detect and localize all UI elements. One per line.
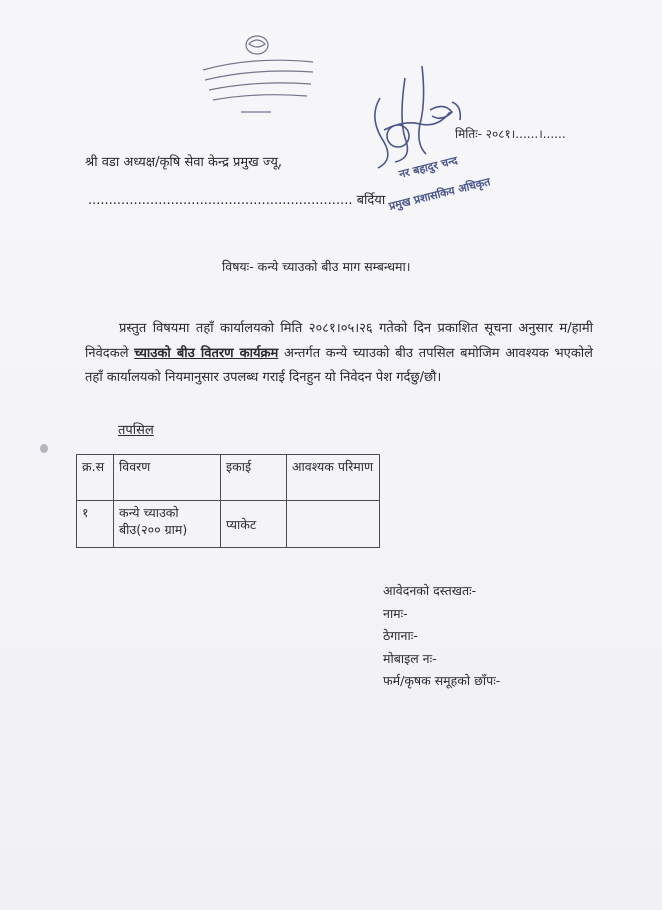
table-cell: कन्ये च्याउको बीउ(२०० ग्राम) [114,501,221,548]
recipient-line-2: ................................................................ बर्दिया [88,193,386,208]
office-seal [195,30,320,125]
recipient-line-1: श्री वडा अध्यक्ष/कृषि सेवा केन्द्र प्रमुख ज्यू, [85,155,283,170]
table-cell: १ [77,501,114,548]
signature-name: नर बहादुर चन्द [397,153,459,181]
table-header-row [77,455,380,501]
ink-smudge [40,444,48,453]
applicant-block [383,580,500,693]
applicant-signature-label: आवेदनको दस्तखतः- [383,583,477,598]
body-underlined-program: च्याउको बीउ वितरण कार्यक्रम [134,345,279,361]
subject-line: विषयः- कन्ये च्याउको बीउ माग सम्बन्धमा। [222,259,411,274]
applicant-address-label: ठेगानाः- [383,628,418,643]
table-header: आवश्यक परिमाण [287,455,380,501]
table-row [77,501,380,548]
body-part-1: प्रस्तुत विषयमा तहाँ कार्यालयको मिति २०८१।०५।२६ गतेको दिन प्रकाशित सूचना अनुसार म/हामी निवेदकले [85,321,593,361]
table-cell [287,501,380,548]
table-header: क्र.स [77,455,114,501]
table-header: इकाई [221,455,287,501]
tapsil-heading: तपसिल [118,423,154,438]
applicant-name-label: नामः- [383,605,408,621]
table-header: विवरण [114,455,221,501]
request-table [76,454,380,548]
signature-title: प्रमुख प्रशासकिय अधिकृत [387,175,492,213]
table-cell: प्याकेट [221,501,287,548]
applicant-stamp-label: फर्म/कृषक समूहको छाँपः- [383,673,501,688]
body-part-2: अन्तर्गत कन्ये च्याउको बीउ तपसिल बमोजिम आवश्यक भएकोले तहाँ कार्यालयको नियमानुसार उपलब्ध गराई दिनहुन यो निवेदन पेश गर्दछु/छौ। [85,345,593,385]
body-paragraph [85,317,593,391]
date-line: मितिः- २०८१।......।...... [455,127,566,141]
applicant-mobile-label: मोबाइल नः- [383,650,437,666]
